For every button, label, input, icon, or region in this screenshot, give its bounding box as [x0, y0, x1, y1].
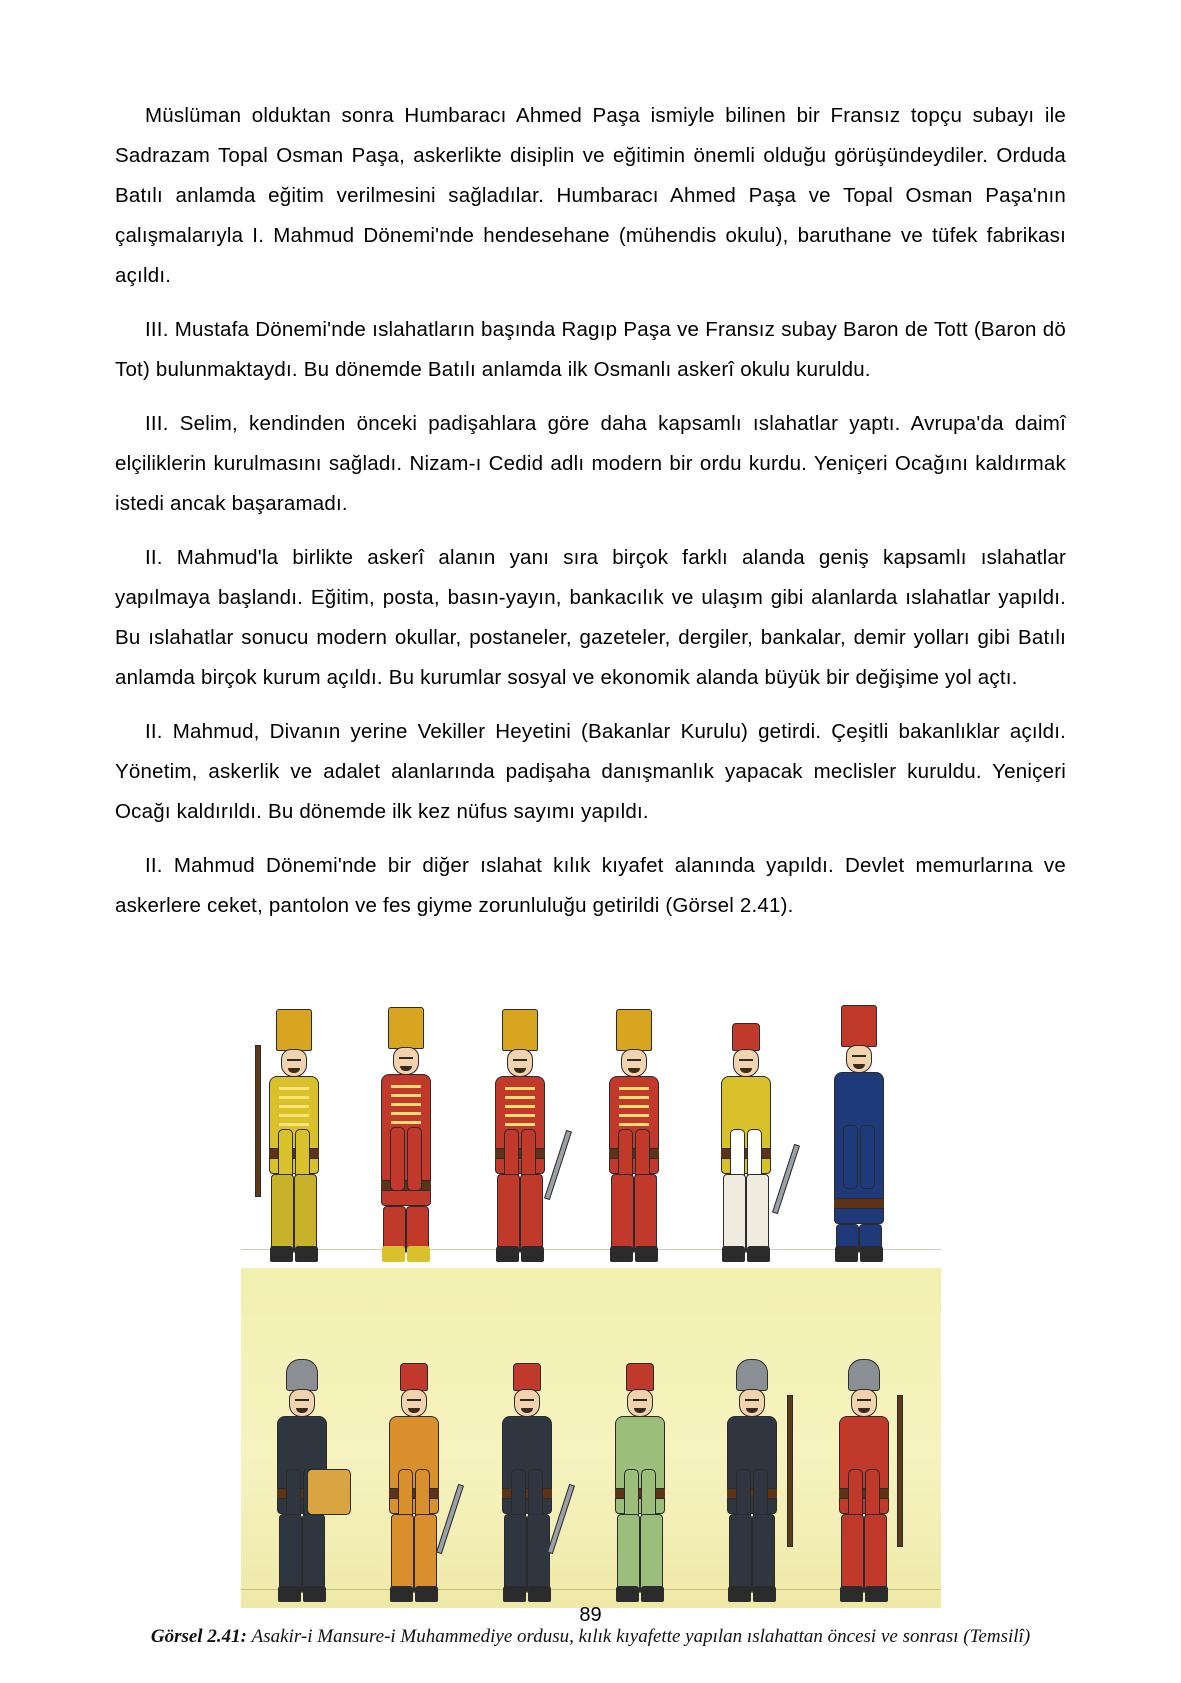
boot-right	[415, 1586, 438, 1602]
kalpak-icon	[286, 1359, 318, 1391]
kalpak-icon	[616, 1009, 652, 1051]
figure-10	[597, 1363, 683, 1600]
face-icon	[289, 1389, 315, 1417]
kalpak-icon	[502, 1009, 538, 1051]
face-icon	[627, 1389, 653, 1417]
figure-caption	[115, 1624, 1066, 1650]
torso	[381, 1074, 431, 1206]
legs	[382, 1206, 430, 1260]
boot-left	[278, 1586, 301, 1602]
belt	[389, 1488, 439, 1499]
boot-left	[610, 1246, 633, 1262]
figure-caption-label: Görsel 2.41:	[150, 1626, 252, 1647]
belt	[615, 1488, 665, 1499]
leg-left	[723, 1174, 746, 1254]
figure-12	[821, 1359, 907, 1600]
face-icon	[739, 1389, 765, 1417]
boot-left	[835, 1246, 858, 1262]
paragraph-5: II. Mahmud, Divanın yerine Vekiller Heyetini (Bakanlar Kurulu) getirdi. Çeşitli bakanlıklar açıldı. Yönetim, askerlik ve adalet alanlarında padişaha danışmanlık yapacak meclisler kuruldu. Yeniçeri Ocağı kaldırıldı. Bu dönemde ilk kez nüfus sayımı yapıldı.	[115, 720, 1066, 823]
kalpak-icon	[848, 1359, 880, 1391]
braid	[391, 1085, 421, 1129]
leg-right	[752, 1514, 775, 1594]
boot-left	[840, 1586, 863, 1602]
face-icon	[281, 1049, 307, 1077]
legs	[728, 1514, 776, 1600]
face-icon	[733, 1049, 759, 1077]
kalpak-icon	[276, 1009, 312, 1051]
legs	[835, 1224, 883, 1260]
paragraph-3: III. Selim, kendinden önceki padişahlara göre daha kapsamlı ıslahatlar yaptı. Avrupa'da daimî elçiliklerin kurulmasını sağladı. Nizam-ı Cedid adlı modern bir ordu kurdu. Yeniçeri Ocağını kaldırmak istedi ancak başaramadı.	[115, 412, 1066, 515]
boot-left	[722, 1246, 745, 1262]
boot-right	[747, 1246, 770, 1262]
belt	[502, 1488, 552, 1499]
figure-3	[477, 1009, 563, 1260]
figure-1	[251, 1009, 337, 1260]
drum-icon	[307, 1469, 351, 1515]
arm-right	[860, 1125, 875, 1189]
boot-left	[496, 1246, 519, 1262]
leg-right	[414, 1514, 437, 1594]
arm-right	[407, 1127, 422, 1191]
figure-4	[591, 1009, 677, 1260]
face-icon	[393, 1047, 419, 1075]
torso	[269, 1076, 319, 1174]
figure-11	[709, 1359, 795, 1600]
leg-left	[617, 1514, 640, 1594]
leg-left	[279, 1514, 302, 1594]
figure-8	[371, 1363, 457, 1600]
scene-after-reform	[241, 1268, 941, 1608]
torso	[615, 1416, 665, 1514]
boot-left	[616, 1586, 639, 1602]
leg-right	[746, 1174, 769, 1254]
sword-icon	[544, 1130, 572, 1200]
braid	[279, 1087, 309, 1131]
face-icon	[851, 1389, 877, 1417]
leg-right	[640, 1514, 663, 1594]
boot-right	[753, 1586, 776, 1602]
leg-right	[634, 1174, 657, 1254]
torso	[389, 1416, 439, 1514]
face-icon	[846, 1045, 872, 1073]
torso	[839, 1416, 889, 1514]
boot-left	[503, 1586, 526, 1602]
boot-right	[521, 1246, 544, 1262]
kalpak-icon	[388, 1007, 424, 1049]
boot-right	[860, 1246, 883, 1262]
boot-right	[303, 1586, 326, 1602]
boot-left	[390, 1586, 413, 1602]
belt	[381, 1180, 431, 1191]
boot-right	[641, 1586, 664, 1602]
belt	[721, 1148, 771, 1159]
torso	[721, 1076, 771, 1174]
boot-left	[728, 1586, 751, 1602]
belt	[727, 1488, 777, 1499]
legs	[390, 1514, 438, 1600]
leg-left	[504, 1514, 527, 1594]
fes-icon	[626, 1363, 654, 1391]
fes-icon	[400, 1363, 428, 1391]
rifle-icon	[255, 1045, 261, 1197]
leg-right	[302, 1514, 325, 1594]
boot-right	[528, 1586, 551, 1602]
rifle-icon	[787, 1395, 793, 1547]
belt	[834, 1198, 884, 1209]
fes-icon	[513, 1363, 541, 1391]
page-number: 89	[579, 1604, 602, 1626]
leg-left	[391, 1514, 414, 1594]
figure-9	[484, 1363, 570, 1600]
legs	[610, 1174, 658, 1260]
braid	[505, 1087, 535, 1131]
leg-right	[527, 1514, 550, 1594]
torso	[727, 1416, 777, 1514]
face-icon	[621, 1049, 647, 1077]
figure-illustration	[241, 948, 941, 1608]
arm-left	[390, 1127, 405, 1191]
legs	[270, 1174, 318, 1260]
figure-caption-text: Asakir-i Mansure-i Muhammediye ordusu, kılık kıyafette yapılan ıslahattan öncesi ve sonrası (Temsilî)	[251, 1626, 1031, 1647]
torso	[495, 1076, 545, 1174]
torso	[502, 1416, 552, 1514]
legs	[722, 1174, 770, 1260]
face-icon	[514, 1389, 540, 1417]
arm-left	[843, 1125, 858, 1189]
leg-left	[497, 1174, 520, 1254]
figure-5	[703, 1023, 789, 1260]
braid	[619, 1087, 649, 1131]
figure-2-41	[115, 948, 1066, 1650]
paragraph-4: II. Mahmud'la birlikte askerî alanın yanı sıra birçok farklı alanda geniş kapsamlı ıslahatlar yapılmaya başlandı. Eğitim, posta, basın-yayın, bankacılık ve ulaşım gibi alanlarda ıslahatlar yapıldı. Bu ıslahatlar sonucu modern okullar, postaneler, gazeteler, dergiler, bankalar, demir yolları gibi Batılı anlamda birçok kurum açıldı. Bu kurumlar sosyal ve ekonomik alanda büyük bir değişime yol açtı.	[115, 546, 1066, 689]
boot-right	[635, 1246, 658, 1262]
figure-6	[816, 1005, 902, 1260]
legs	[503, 1514, 551, 1600]
legs	[278, 1514, 326, 1600]
figure-2	[363, 1007, 449, 1260]
belt	[269, 1148, 319, 1159]
figure-7	[259, 1359, 345, 1600]
belt	[609, 1148, 659, 1159]
paragraph-6: II. Mahmud Dönemi'nde bir diğer ıslahat kılık kıyafet alanında yapıldı. Devlet memurlarına ve askerlere ceket, pantolon ve fes giyme zorunluluğu getirildi (Görsel 2.41).	[115, 854, 1066, 917]
leg-right	[864, 1514, 887, 1594]
body-text	[115, 96, 1066, 926]
torso	[609, 1076, 659, 1174]
face-icon	[507, 1049, 533, 1077]
leg-right	[520, 1174, 543, 1254]
legs	[616, 1514, 664, 1600]
fes-icon	[732, 1023, 760, 1051]
belt	[839, 1488, 889, 1499]
boot-right	[865, 1586, 888, 1602]
paragraph-2: III. Mustafa Dönemi'nde ıslahatların başında Ragıp Paşa ve Fransız subay Baron de Tott (Baron dö Tot) bulunmaktaydı. Bu dönemde Batılı anlamda ilk Osmanlı askerî okulu kuruldu.	[115, 318, 1066, 381]
belt	[495, 1148, 545, 1159]
leg-left	[271, 1174, 294, 1254]
sword-icon	[436, 1484, 464, 1554]
scene-before-reform	[241, 948, 941, 1268]
leg-left	[611, 1174, 634, 1254]
kalpak-icon	[736, 1359, 768, 1391]
kalpak-icon	[841, 1005, 877, 1047]
torso	[834, 1072, 884, 1224]
boot-right	[295, 1246, 318, 1262]
leg-left	[841, 1514, 864, 1594]
face-icon	[401, 1389, 427, 1417]
rifle-icon	[897, 1395, 903, 1547]
sword-icon	[772, 1144, 800, 1214]
leg-left	[729, 1514, 752, 1594]
legs	[496, 1174, 544, 1260]
leg-right	[294, 1174, 317, 1254]
paragraph-1: Müslüman olduktan sonra Humbaracı Ahmed Paşa ismiyle bilinen bir Fransız topçu subayı ile Sadrazam Topal Osman Paşa, askerlikte disiplin ve eğitimin önemli olduğu görüşündeydiler. Orduda Batılı anlamda eğitim verilmesini sağladılar. Humbaracı Ahmed Paşa ve Topal Osman Paşa'nın çalışmalarıyla I. Mahmud Dönemi'nde hendesehane (mühendis okulu), baruthane ve tüfek fabrikası açıldı.	[115, 104, 1066, 287]
boot-left	[270, 1246, 293, 1262]
boot-right	[407, 1246, 430, 1262]
boot-left	[382, 1246, 405, 1262]
legs	[840, 1514, 888, 1600]
